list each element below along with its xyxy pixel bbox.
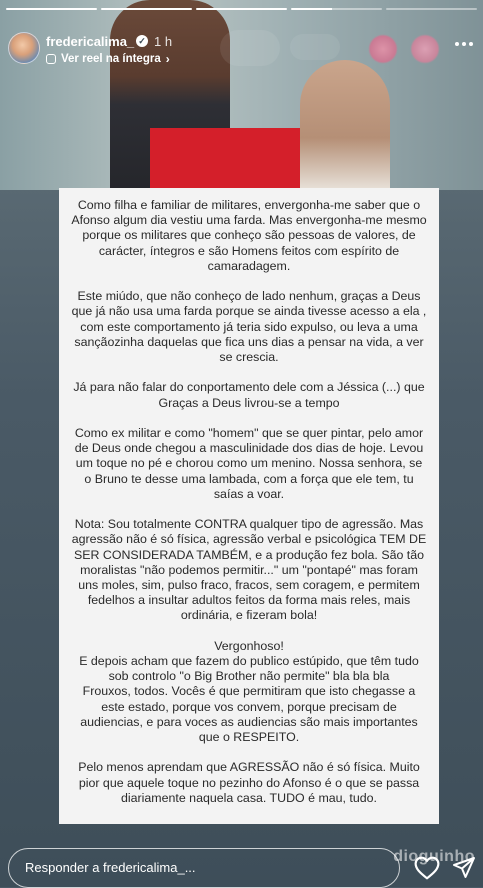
progress-segment (101, 8, 192, 10)
progress-segment (196, 8, 287, 10)
view-full-reel-link[interactable] (46, 52, 170, 66)
blurred-sticker (368, 34, 398, 64)
paragraph-6: Vergonhoso! E depois acham que fazem do publico estúpido, que têm tudo sob controlo "o Big Brother não permite" bla bla bla Frouxos, todos. Vocês é que permitiram que isto chegasse a este estado, porque vos convem, porque precisam de audiencias, e para voces as audiencias são mais importantes que o RESPEITO. (79, 638, 419, 745)
more-options-button[interactable] (455, 42, 473, 46)
paragraph-1: Como filha e familiar de militares, envergonha-me saber que o Afonso algum dia vestiu uma farda. Mas envergonha-me mesmo porque os militares que conheço são pessoas de valores, de carácter, íntegros e são Homens feitos com espírito de camaradagem. (71, 198, 427, 273)
heart-icon[interactable] (414, 856, 440, 880)
chevron-right-icon: › (165, 52, 170, 66)
more-icon (455, 42, 459, 46)
more-icon-dot (462, 42, 466, 46)
watermark: dioguinho (393, 848, 475, 865)
paragraph-5: Nota: Sou totalmente CONTRA qualquer tipo de agressão. Mas agressão não é só física, agressão verbal e psicológica TEM DE SER CONSIDERADA TAMBÉM, e a produção fez bola. São tão moralistas "não podemos permitir..." um "pontapé" mas foram uns moles, sim, pulso fraco, fracos, sem coragem, e permitem fedelhos a insultar adultos feitos da forma mais reles, mais ordinária, e fizeram bola! (71, 517, 427, 623)
username[interactable]: fredericalima_ (46, 34, 135, 49)
send-icon[interactable] (452, 856, 476, 880)
more-icon-dot (469, 42, 473, 46)
blurred-sticker (410, 34, 440, 64)
text-card (59, 188, 439, 824)
story-progress-bar (6, 8, 477, 10)
paragraph-2: Este miúdo, que não conheço de lado nenhum, graças a Deus que já não usa uma farda porque se ainda tivesse acesso a ela , com este comportamento já teria sido expulso, ou leva a uma sançãozinha daquelas que fica uns dias a pensar na vida, a ver se crescia. (71, 289, 427, 365)
reel-video-thumbnail[interactable] (0, 0, 483, 190)
blurred-overlay (290, 34, 340, 60)
paragraph-4: Como ex militar e como "homem" que se quer pintar, pelo amor de Deus onde chegou a masculinidade dos dias de hoje. Levou um toque no pé e chorou como um menino. Nossa senhora, se o Bruno te desse uma lambada, com a força que ele tem, tu saías a voar. (74, 426, 424, 501)
view-full-reel-label: Ver reel na íntegra (61, 53, 161, 65)
progress-segment-current (291, 8, 382, 10)
video-person-right (300, 60, 390, 190)
paragraph-7: Pelo menos aprendam que AGRESSÃO não é só física. Muito pior que aquele toque no pezinho do Afonso é o que se passa diariamente naquela casa. TUDO é mau, tudo. (78, 760, 420, 805)
progress-segment (386, 8, 477, 10)
avatar[interactable] (8, 32, 40, 64)
reel-icon (46, 54, 56, 64)
blurred-overlay (220, 30, 280, 66)
reply-input[interactable]: Responder a fredericalima_... (8, 848, 400, 888)
post-time: 1 h (154, 34, 173, 49)
verified-badge-icon: ✓ (136, 35, 148, 47)
paragraph-3: Já para não falar do conportamento dele com a Jéssica (...) que Graças a Deus livrou-se a tempo (73, 380, 425, 410)
progress-segment (6, 8, 97, 10)
